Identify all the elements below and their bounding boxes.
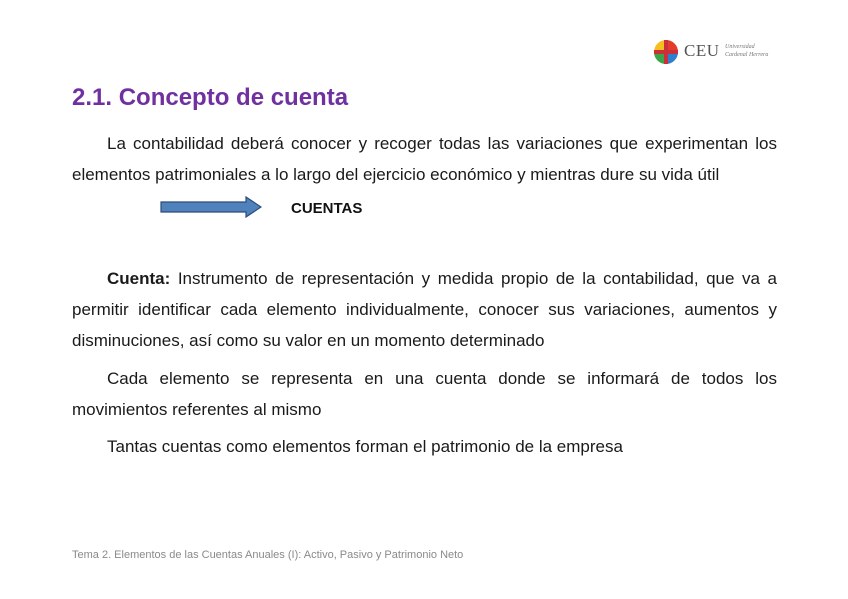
accounts-count-paragraph [72, 431, 777, 462]
element-account-text: Cada elemento se representa en una cuenta donde se informará de todos los movimientos referentes al mismo [72, 369, 777, 419]
university-logo [654, 39, 784, 65]
cuentas-label: CUENTAS [291, 200, 363, 217]
logo-text: CEU [684, 41, 720, 60]
right-arrow-icon [160, 196, 262, 218]
slide-footer: Tema 2. Elementos de las Cuentas Anuales (I): Activo, Pasivo y Patrimonio Neto [72, 549, 464, 561]
logo-subtext-line2: Cardenal Herrera [725, 52, 769, 58]
element-account-paragraph [72, 363, 777, 425]
definition-text: Instrumento de representación y medida propio de la contabilidad, que va a permitir identificar cada elemento individualmente, conocer sus variaciones, aumentos y disminuciones, así como su valor en un momento determinado [72, 269, 777, 350]
logo-subtext [725, 43, 785, 59]
ceu-cross-icon [654, 40, 678, 64]
logo-subtext-line1: Universidad [725, 44, 755, 50]
accounts-count-text: Tantas cuentas como elementos forman el patrimonio de la empresa [107, 437, 623, 456]
definition-paragraph [72, 263, 777, 356]
slide-title: 2.1. Concepto de cuenta [72, 84, 349, 111]
intro-paragraph [72, 128, 777, 190]
intro-text: La contabilidad deberá conocer y recoger todas las variaciones que experimentan los elementos patrimoniales a lo largo del ejercicio económico y mientras dure su vida útil [72, 134, 777, 184]
definition-term: Cuenta: [107, 269, 171, 288]
